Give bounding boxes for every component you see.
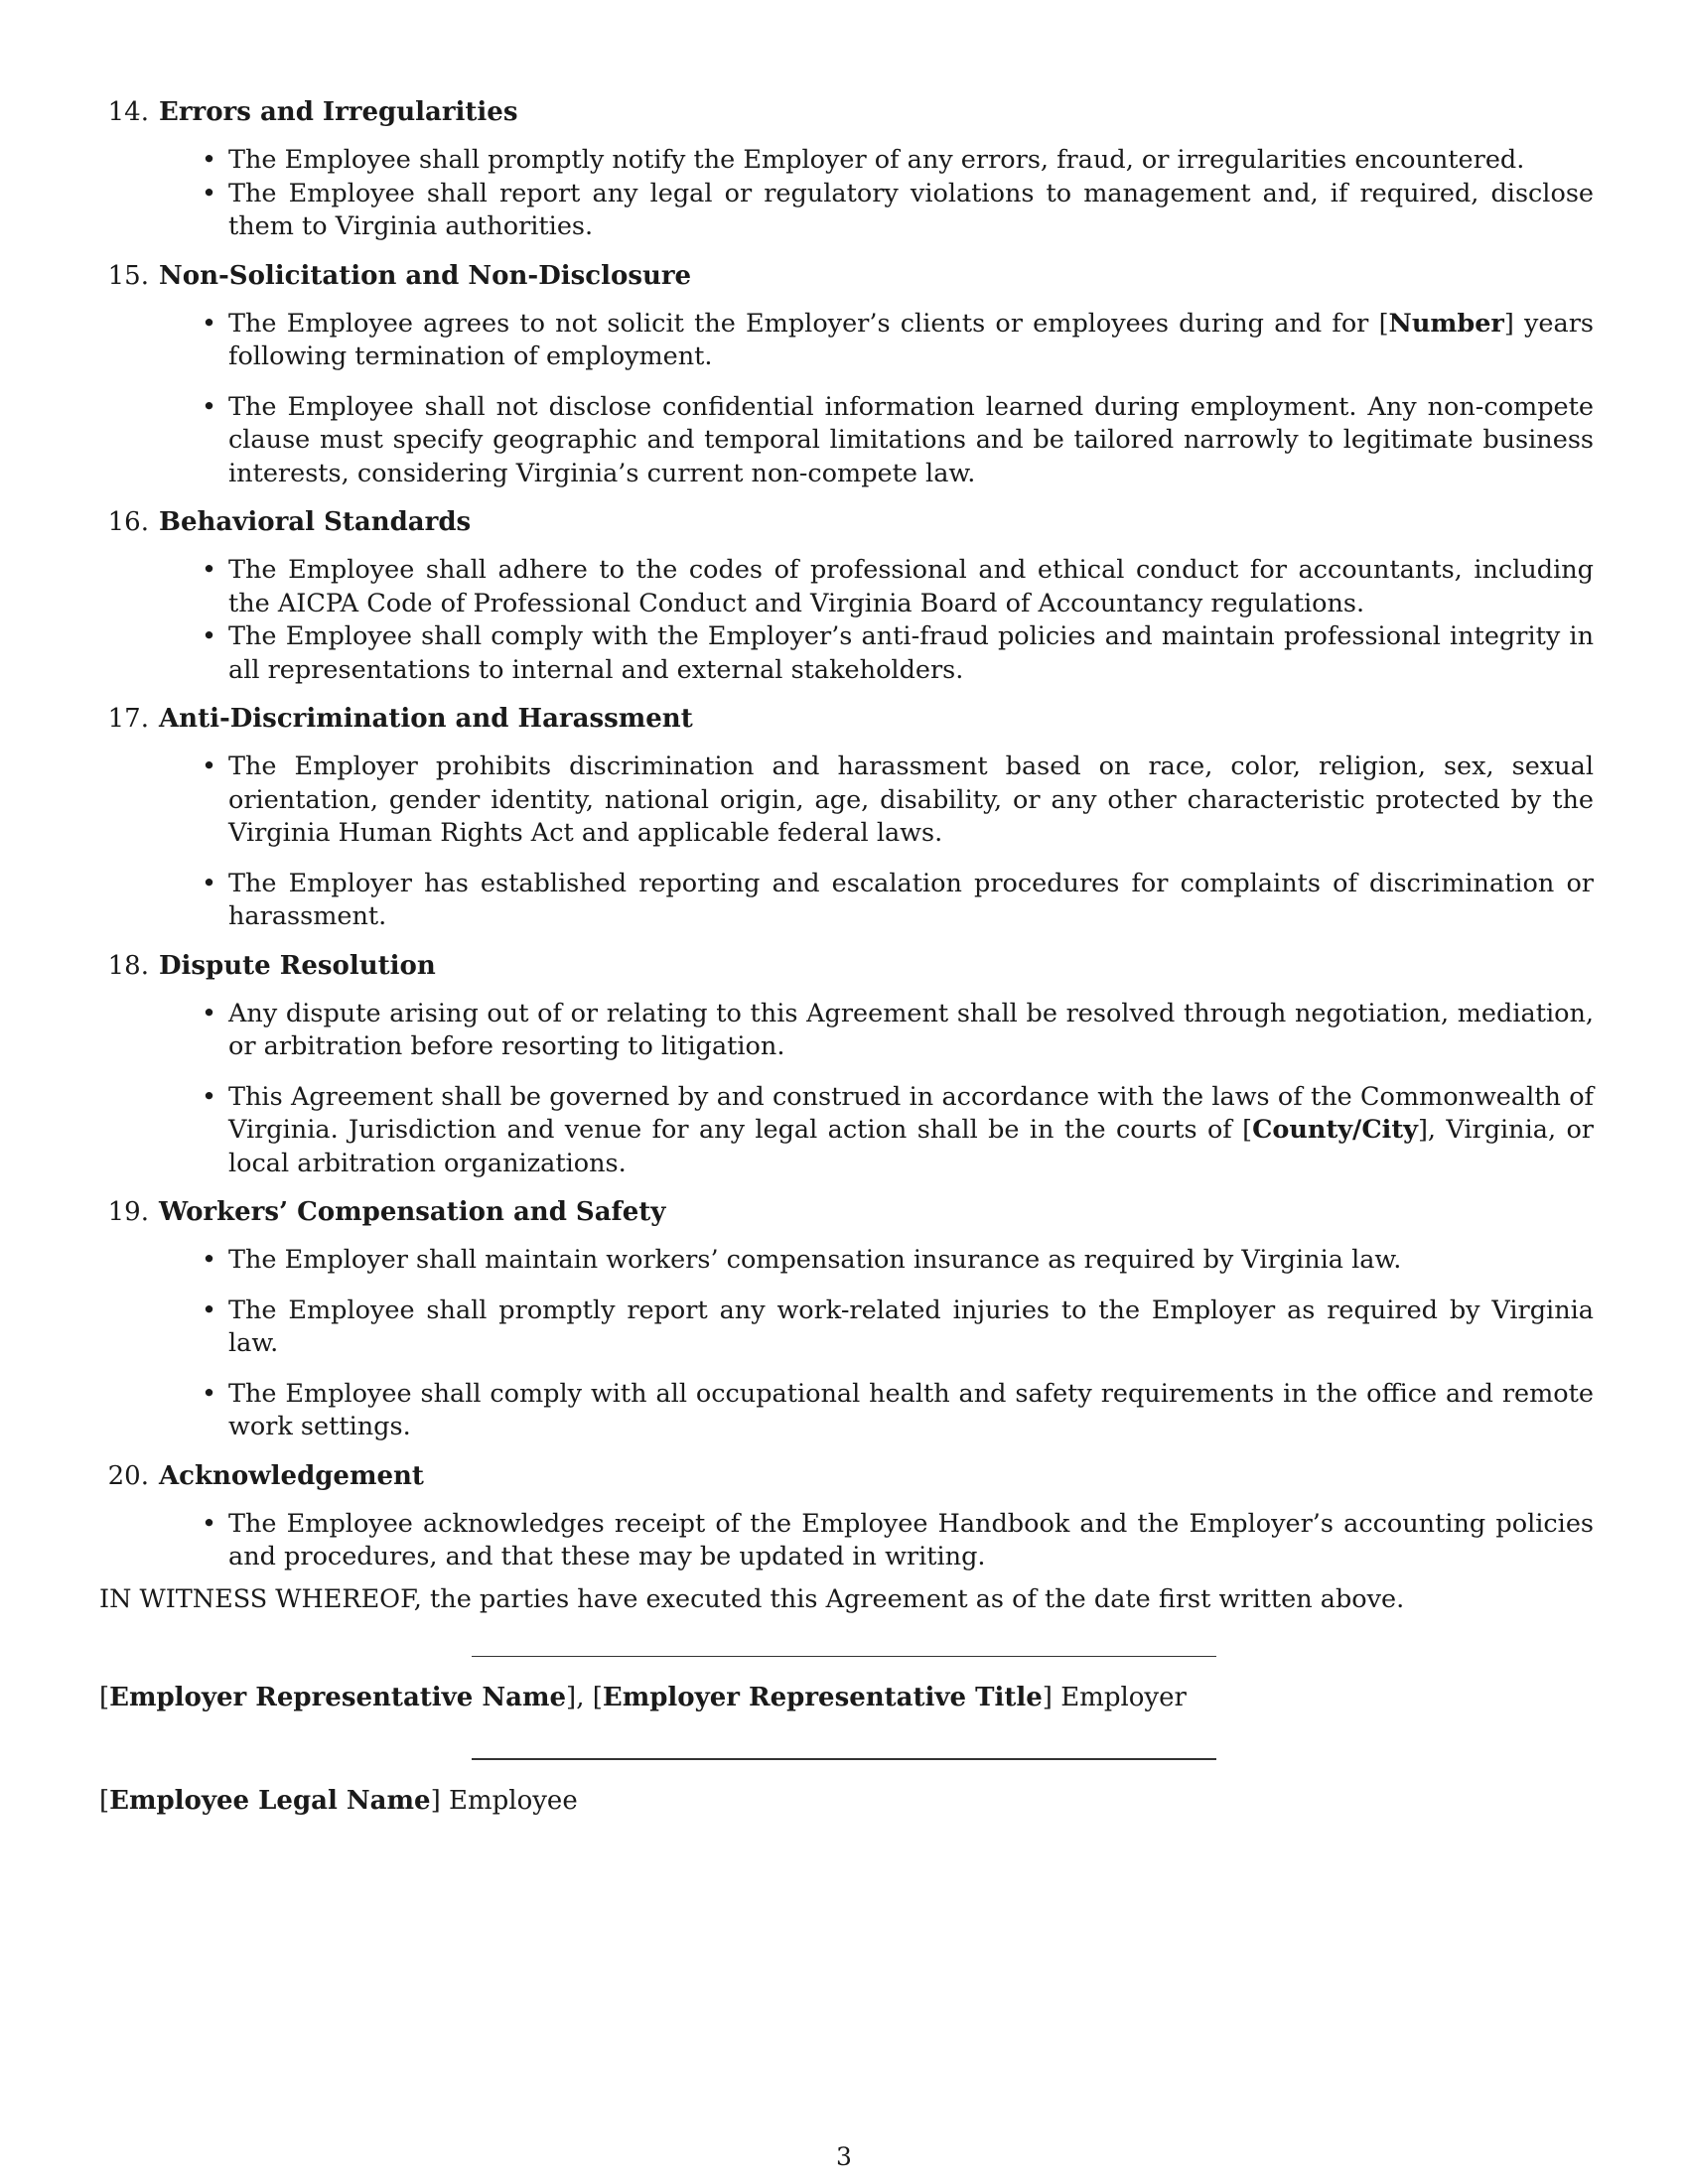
employer-role-label: Employer (1060, 1682, 1187, 1712)
list-item-text: ] years following termination of employment. (228, 308, 1594, 371)
bullet-list (99, 308, 1594, 491)
section-heading (99, 1459, 1594, 1493)
list-item: • The Employee shall comply with the Employer’s anti-fraud policies and maintain professional integrity in all representations to internal and external stakeholders. (99, 620, 1594, 687)
section-number: 18. (107, 950, 149, 981)
employee-signature-line (472, 1758, 1216, 1760)
list-item: • The Employer shall maintain workers’ compensation insurance as required by Virginia law. (99, 1244, 1594, 1278)
list-item-text: The Employee agrees to not solicit the Employer’s clients or employees during and for [ (228, 308, 1389, 339)
employee-role-label: Employee (449, 1785, 578, 1816)
list-item: • The Employee shall not disclose confidential information learned during employment. Any non-compete clause must specify geographic and temporal limitations and be tailored narrowly to legitimate business interests, considering Virginia’s current non-compete law. (99, 391, 1594, 491)
bullet-list (99, 554, 1594, 687)
section-title: Behavioral Standards (159, 507, 472, 537)
page-number: 3 (836, 2142, 852, 2171)
section-17 (99, 702, 1594, 934)
section-14 (99, 95, 1594, 244)
list-item: • The Employee shall comply with all occupational health and safety requirements in the office and remote work settings. (99, 1378, 1594, 1444)
section-title: Workers’ Compensation and Safety (159, 1197, 666, 1227)
placeholder-number: Number (1388, 308, 1504, 339)
section-19 (99, 1195, 1594, 1444)
section-title: Non-Solicitation and Non-Disclosure (159, 260, 692, 291)
section-number: 16. (107, 507, 149, 537)
section-16 (99, 505, 1594, 687)
employee-name-placeholder: Employee Legal Name (109, 1785, 431, 1816)
bullet-list (99, 751, 1594, 934)
section-heading (99, 505, 1594, 539)
employer-signature-block: [Employer Representative Name], [Employer Representative Title] Employer (99, 1682, 1187, 1712)
section-20 (99, 1459, 1594, 1574)
document-page (99, 95, 1594, 1818)
section-number: 20. (107, 1460, 149, 1491)
employer-title-placeholder: Employer Representative Title (602, 1682, 1043, 1712)
witness-statement: IN WITNESS WHEREOF, the parties have executed this Agreement as of the date first written above. (99, 1583, 1405, 1614)
section-title: Dispute Resolution (159, 950, 436, 981)
bullet-list (99, 1508, 1594, 1574)
list-item-text: ], Virginia, or local arbitration organizations. (228, 1115, 1594, 1178)
section-number: 19. (107, 1197, 149, 1227)
section-title: Acknowledgement (159, 1460, 424, 1491)
list-item: • The Employer has established reporting and escalation procedures for complaints of discrimination or harassment. (99, 868, 1594, 934)
list-item (99, 308, 1594, 374)
list-item: • The Employee shall adhere to the codes of professional and ethical conduct for accountants, including the AICPA Code of Professional Conduct and Virginia Board of Accountancy regulations. (99, 554, 1594, 620)
section-15 (99, 259, 1594, 491)
bullet-list (99, 998, 1594, 1181)
employer-name-placeholder: Employer Representative Name (109, 1682, 567, 1712)
section-title: Errors and Irregularities (159, 97, 518, 127)
section-heading (99, 949, 1594, 983)
section-heading (99, 259, 1594, 293)
section-title: Anti-Discrimination and Harassment (159, 704, 693, 734)
list-item: • The Employee shall report any legal or regulatory violations to management and, if required, disclose them to Virginia authorities. (99, 178, 1594, 244)
bullet-list (99, 144, 1594, 244)
list-item-text: This Agreement shall be governed by and construed in accordance with the laws of the Commonwealth of Virginia. Jurisdiction and venue for any legal action shall be in the courts of [ (228, 1081, 1594, 1145)
list-item: • The Employee shall promptly report any work-related injuries to the Employer as required by Virginia law. (99, 1295, 1594, 1361)
section-18 (99, 949, 1594, 1181)
section-heading (99, 702, 1594, 736)
section-heading (99, 1195, 1594, 1229)
list-item: • The Employee shall promptly notify the Employer of any errors, fraud, or irregularities encountered. (99, 144, 1594, 178)
section-number: 17. (107, 704, 149, 734)
employee-signature-block: [Employee Legal Name] Employee (99, 1785, 578, 1816)
list-item (99, 1081, 1594, 1181)
section-number: 14. (107, 97, 149, 127)
section-heading (99, 95, 1594, 129)
section-number: 15. (107, 260, 149, 291)
list-item: • Any dispute arising out of or relating to this Agreement shall be resolved through negotiation, mediation, or arbitration before resorting to litigation. (99, 998, 1594, 1064)
bullet-list (99, 1244, 1594, 1444)
placeholder-county-city: County/City (1252, 1115, 1418, 1145)
list-item: • The Employee acknowledges receipt of the Employee Handbook and the Employer’s accounting policies and procedures, and that these may be updated in writing. (99, 1508, 1594, 1574)
employer-signature-line (472, 1656, 1216, 1657)
list-item: • The Employer prohibits discrimination and harassment based on race, color, religion, sex, sexual orientation, gender identity, national origin, age, disability, or any other characteristic protected by the Virginia Human Rights Act and applicable federal laws. (99, 751, 1594, 851)
